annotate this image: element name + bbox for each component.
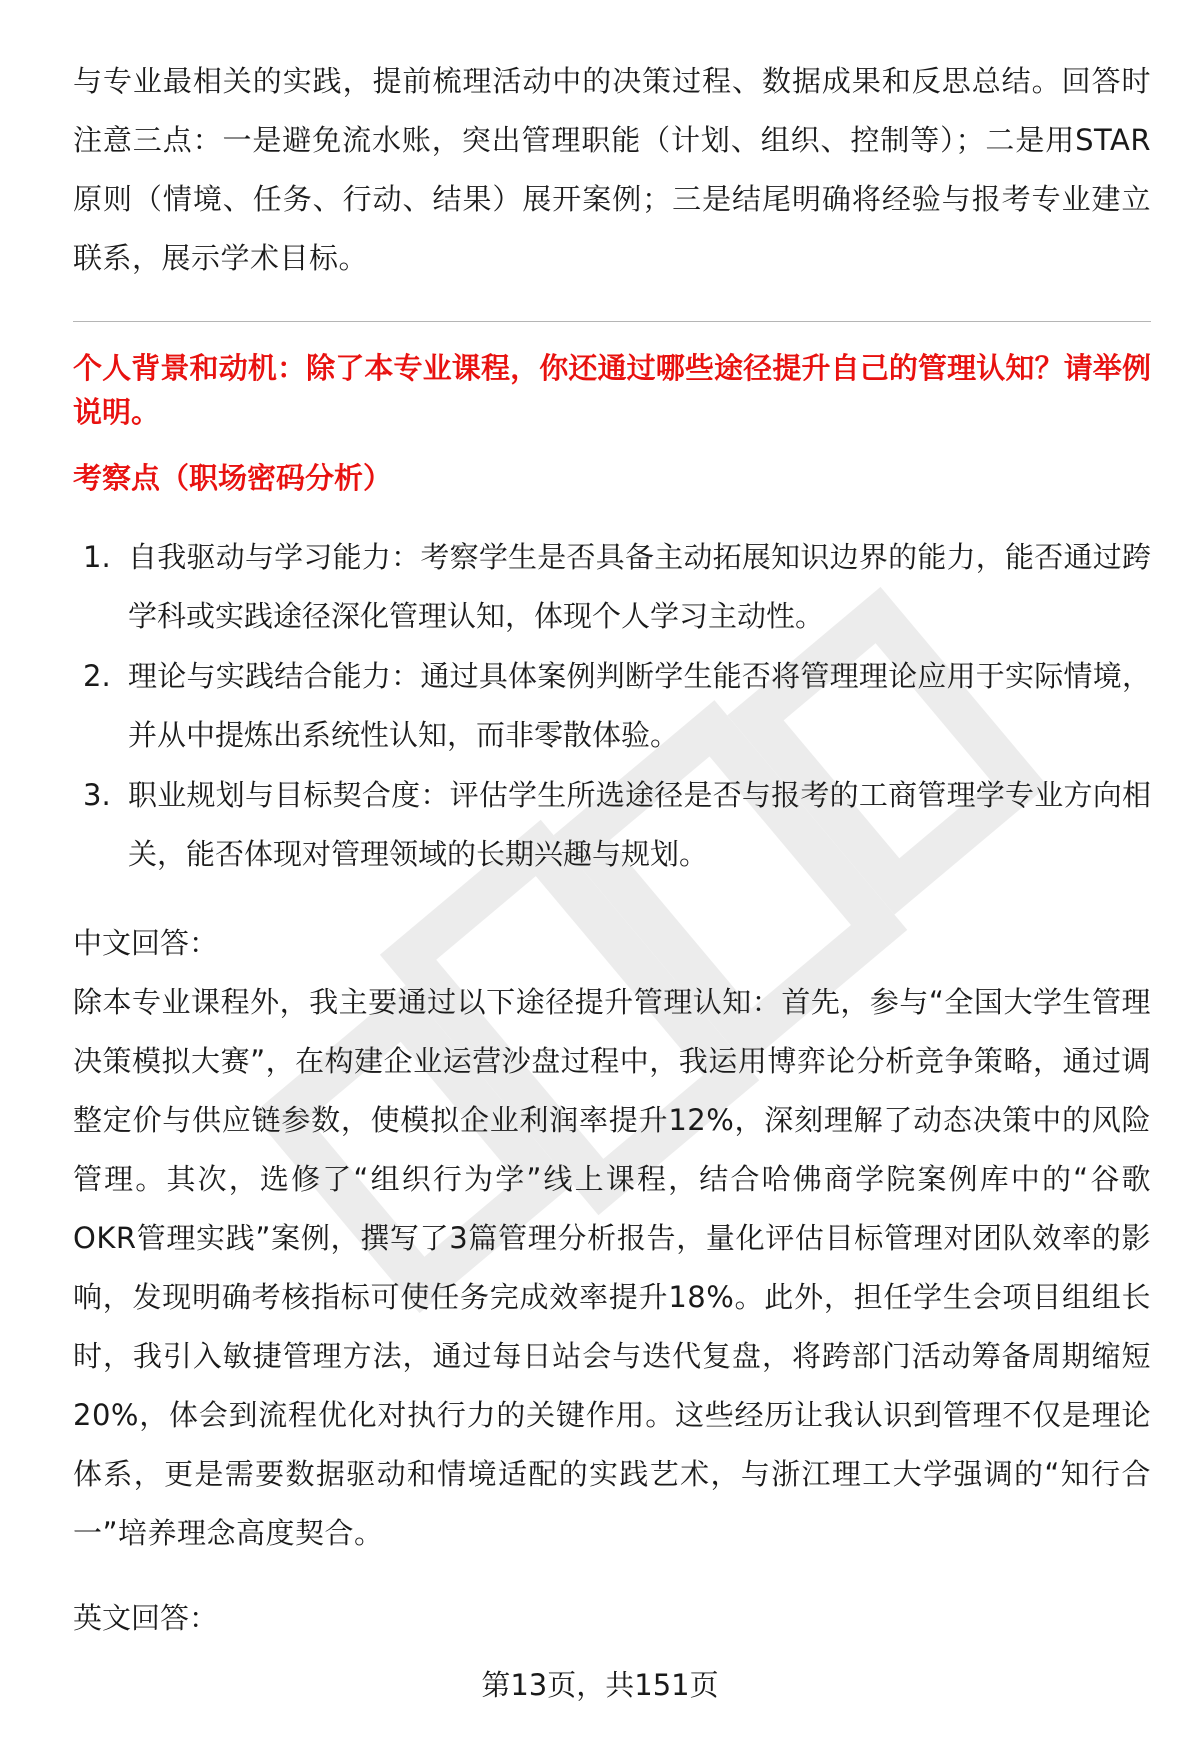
list-item-number: 3. (83, 778, 111, 812)
assessment-points-title: 考察点（职场密码分析） (73, 461, 393, 495)
intro-paragraph: 与专业最相关的实践，提前梳理活动中的决策过程、数据成果和反思总结。回答时注意三点：一是避免流水账，突出管理职能（计划、组织、控制等）；二是用STAR原则（情境、任务、行动、结果）展开案例；三是结尾明确将经验与报考专业建立联系，展示学术目标。 (73, 64, 1151, 275)
question-heading: 个人背景和动机：除了本专业课程，你还通过哪些途径提升自己的管理认知？请举例说明。 (73, 351, 1151, 429)
list-item-text: 自我驱动与学习能力：考察学生是否具备主动拓展知识边界的能力，能否通过跨学科或实践途径深化管理认知，体现个人学习主动性。 (128, 540, 1151, 633)
assessment-points-list (73, 528, 1151, 884)
list-item-number: 2. (83, 659, 111, 693)
list-item (73, 766, 1151, 884)
section-divider (73, 321, 1151, 322)
list-item (73, 528, 1151, 646)
list-item-number: 1. (83, 540, 111, 574)
page-number-footer: 第13页，共151页 (481, 1668, 719, 1702)
list-item-text: 职业规划与目标契合度：评估学生所选途径是否与报考的工商管理学专业方向相关，能否体现对管理领域的长期兴趣与规划。 (128, 778, 1151, 871)
main-content (73, 52, 1151, 1648)
english-answer-label: 英文回答： (73, 1601, 219, 1635)
list-item-text: 理论与实践结合能力：通过具体案例判断学生能否将管理理论应用于实际情境，并从中提炼出系统性认知，而非零散体验。 (128, 659, 1151, 752)
list-item (73, 647, 1151, 765)
chinese-answer-label: 中文回答： (73, 926, 219, 960)
chinese-answer-text: 除本专业课程外，我主要通过以下途径提升管理认知：首先，参与“全国大学生管理决策模拟大赛”，在构建企业运营沙盘过程中，我运用博弈论分析竞争策略，通过调整定价与供应链参数，使模拟企业利润率提升12%，深刻理解了动态决策中的风险管理。其次，选修了“组织行为学”线上课程，结合哈佛商学院案例库中的“谷歌OKR管理实践”案例，撰写了3篇管理分析报告，量化评估目标管理对团队效率的影响，发现明确考核指标可使任务完成效率提升18%。此外，担任学生会项目组组长时，我引入敏捷管理方法，通过每日站会与迭代复盘，将跨部门活动筹备周期缩短20%，体会到流程优化对执行力的关键作用。这些经历让我认识到管理不仅是理论体系，更是需要数据驱动和情境适配的实践艺术，与浙江理工大学强调的“知行合一”培养理念高度契合。 (73, 985, 1151, 1550)
